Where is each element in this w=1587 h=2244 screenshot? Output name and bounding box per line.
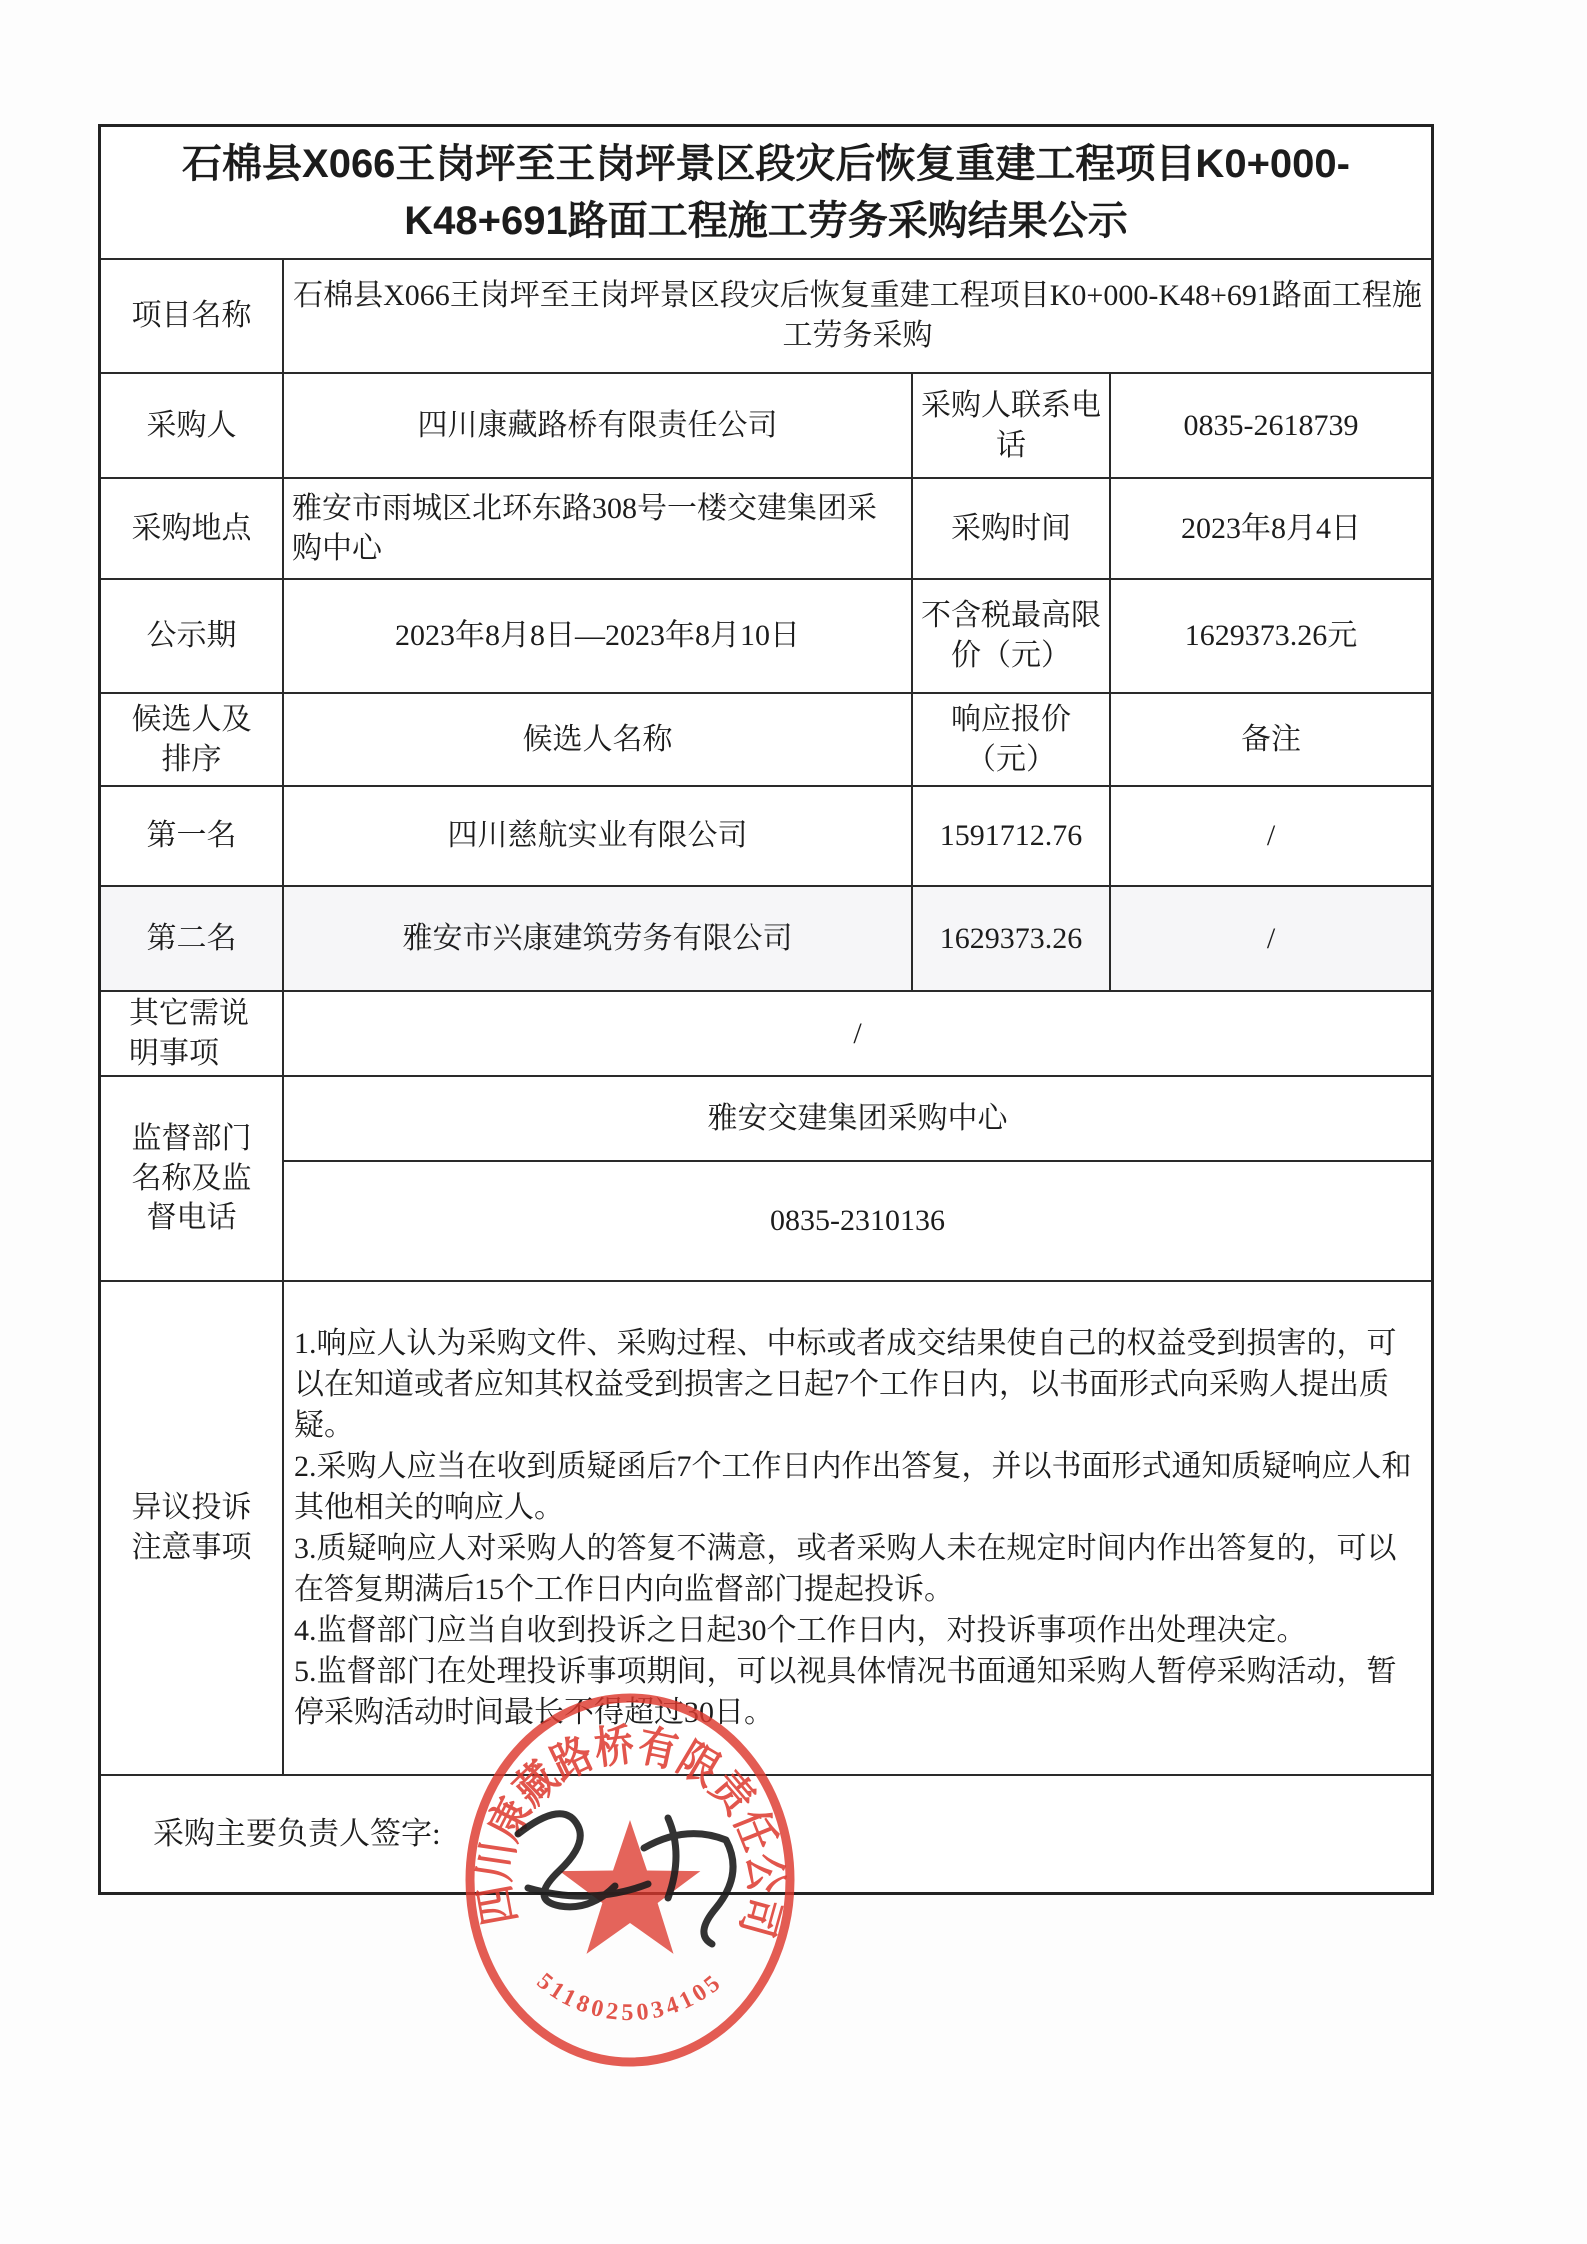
candidate-2-rank: 第二名 [101, 887, 284, 990]
purchaser-phone-label: 采购人联系电话 [913, 374, 1111, 477]
purchase-time-label: 采购时间 [913, 479, 1111, 578]
candidate-rank-header: 候选人及排序 [101, 694, 284, 785]
objection-label: 异议投诉注意事项 [101, 1282, 284, 1774]
row-project-name [101, 260, 1431, 374]
candidate-2-note: / [1266, 921, 1276, 955]
candidate-1-price: 1591712.76 [913, 787, 1111, 885]
other-notes-label: 其它需说明事项 [101, 992, 284, 1075]
table-row-candidate-1 [101, 787, 1431, 887]
candidate-1-note: / [1266, 819, 1276, 853]
row-supervision [101, 1077, 1431, 1282]
company-seal [368, 1652, 888, 2112]
supervision-department: 雅安交建集团采购中心 [284, 1077, 1431, 1162]
seal-company-arc-text: 四川康藏路桥有限责任公司 [469, 1719, 791, 1947]
supervision-values [284, 1077, 1431, 1280]
candidate-1-name: 四川慈航实业有限公司 [284, 787, 913, 885]
objection-item-1: 1.响应人认为采购文件、采购过程、中标或者成交结果使自己的权益受到损害的，可以在知道或者应知其权益受到损害之日起7个工作日内，以书面形式向采购人提出质疑。 [294, 1326, 1397, 1442]
candidate-2-price: 1629373.26 [913, 887, 1111, 990]
row-publicity-period [101, 580, 1431, 694]
supervision-phone: 0835-2310136 [770, 1204, 945, 1238]
publicity-label: 公示期 [101, 580, 284, 692]
title-row [101, 127, 1431, 260]
purchase-time-value: 2023年8月4日 [1181, 511, 1361, 545]
max-price-label: 不含税最高限价（元） [913, 580, 1111, 692]
max-price-value: 1629373.26元 [1184, 619, 1358, 653]
project-name-label: 项目名称 [101, 260, 284, 372]
supervision-label: 监督部门名称及监督电话 [101, 1077, 284, 1280]
purchaser-phone-value: 0835-2618739 [1183, 408, 1359, 442]
candidate-price-header: 响应报价（元） [913, 694, 1111, 785]
seal-number-arc-text: 5118025034105 [531, 1968, 729, 2027]
table-row-candidate-2 [101, 887, 1431, 992]
candidate-note-header: 备注 [1241, 722, 1301, 756]
row-location [101, 479, 1431, 580]
purchaser-label: 采购人 [101, 374, 284, 477]
location-label: 采购地点 [101, 479, 284, 578]
other-notes-value: / [853, 1016, 862, 1050]
publicity-value: 2023年8月8日—2023年8月10日 [284, 580, 913, 692]
candidate-1-rank: 第一名 [101, 787, 284, 885]
objection-item-4: 4.监督部门应当自收到投诉之日起30个工作日内，对投诉事项作出处理决定。 [294, 1614, 1307, 1648]
objection-item-3: 3.质疑响应人对采购人的答复不满意，或者采购人未在规定时间内作出答复的，可以在答复期满后15个工作日内向监督部门提起投诉。 [294, 1532, 1397, 1607]
objection-item-2: 2.采购人应当在收到质疑函后7个工作日内作出答复，并以书面形式通知质疑响应人和其他相关的响应人。 [294, 1449, 1412, 1524]
row-other-notes [101, 992, 1431, 1077]
signature-label: 采购主要负责人签字: [153, 1815, 441, 1851]
procurement-result-table [98, 124, 1434, 1895]
candidate-2-name: 雅安市兴康建筑劳务有限公司 [284, 887, 913, 990]
project-name-value: 石棉县X066王岗坪至王岗坪景区段灾后恢复重建工程项目K0+000-K48+691路面工程施工劳务采购 [293, 279, 1422, 352]
row-candidates-header [101, 694, 1431, 787]
document-title: 石棉县X066王岗坪至王岗坪景区段灾后恢复重建工程项目K0+000-K48+691路面工程施工劳务采购结果公示 [182, 141, 1350, 243]
purchaser-value: 四川康藏路桥有限责任公司 [284, 374, 913, 477]
objection-item-5: 5.监督部门在处理投诉事项期间，可以视具体情况书面通知采购人暂停采购活动，暂停采购活动时间最长不得超过30日。 [294, 1655, 1397, 1730]
candidate-name-header: 候选人名称 [284, 694, 913, 785]
row-purchaser [101, 374, 1431, 479]
location-value: 雅安市雨城区北环东路308号一楼交建集团采购中心 [284, 479, 913, 578]
